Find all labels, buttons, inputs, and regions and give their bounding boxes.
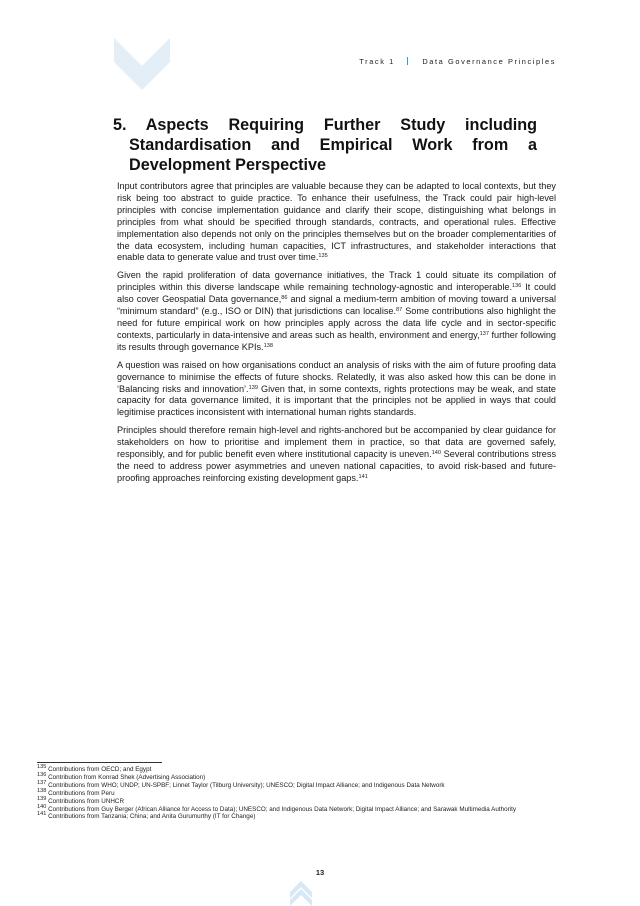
footnote-number: 139 — [37, 795, 47, 802]
heading-line-2: Standardisation and Empirical Work from a — [129, 136, 537, 154]
paragraph-4 — [117, 425, 556, 485]
footnote-ref: 137 — [479, 330, 489, 337]
footnote — [37, 771, 557, 782]
paragraph-text: and signal a medium-term ambition of moving toward a universal “minimum standard” (e.g., ISO or DIN) that jurisdictions can localise. — [117, 294, 556, 317]
footnote-ref: 138 — [263, 342, 273, 349]
paragraph-1 — [117, 181, 556, 264]
header-separator — [407, 57, 409, 65]
footnote-ref: 141 — [358, 473, 368, 480]
footnote-divider — [37, 762, 162, 763]
footnote — [37, 779, 557, 790]
page-number: 13 — [315, 868, 325, 877]
paragraph-text: Principles should therefore remain high-level and rights-anchored but be accompanied by clear guidance for stakeholders on how to prioritise and implement them in practice, so that data are governed safely, responsibly, and for public benefit even where institutional capacity is uneven. — [117, 425, 556, 460]
paragraph-text: It could also cover Geospatial Data governance, — [117, 282, 556, 305]
header-section: Data Governance Principles — [422, 57, 556, 66]
logo-chevron-icon — [112, 36, 172, 92]
paragraph-text: Given that, in some contexts, rights protections may be weak, and state capacity for data governance limited, it is important that the principles not be applied in ways that could legitimise practices inconsistent with international human rights standards. — [117, 383, 556, 418]
paragraph-text: Given the rapid proliferation of data governance initiatives, the Track 1 could situate its compilation of principles within this diverse landscape while remaining technology-agnostic and interoperable. — [117, 270, 556, 293]
footnote-number: 141 — [37, 811, 47, 818]
footnote — [37, 766, 557, 774]
footnote-ref: 140 — [431, 450, 441, 457]
footnote-ref: 136 — [512, 283, 522, 290]
footnote-text: Contributions from Peru — [46, 789, 115, 797]
footnote-number: 135 — [37, 764, 47, 770]
footnote — [37, 813, 557, 821]
running-header — [359, 57, 556, 66]
paragraph-text: Input contributors agree that principles are valuable because they can be adapted to local contexts, but they risk being too abstract to guide practice. To enhance their usefulness, the Track could pair high-level principles with concise implementation guidance and clarify their scope, distinguishing what belongs in principles from what should be specified through standards, contracts, and operational rules. Effective implementation also depends not only on the principles themselves but on the broader complementarities of the data ecosystem, including human capacities, ICT infrastructures, and stakeholder interactions that enable data to generate value and trust over time. — [117, 181, 556, 263]
footnote-number: 137 — [37, 779, 47, 786]
paragraph-text: A question was raised on how organisations conduct an analysis of risks with the aim of future proofing data governance to minimise the effects of future shocks. Relatedly, it was also asked how this can be done in ‘Balancing risks and innovation’. — [117, 359, 556, 394]
footnote-number: 138 — [37, 787, 47, 794]
footnote-ref: 139 — [248, 384, 258, 391]
footnote-text: Contributions from Guy Berger (African Alliance for Access to Data); UNESCO; and Indigenous Data Network; Digital Impact Alliance; and Sarawak Multimedia Authority — [46, 805, 517, 813]
paragraph-2 — [117, 270, 556, 353]
scroll-up-chevron-icon — [289, 880, 313, 906]
footnote-text: Contribution from Konrad Shek (Advertising Association) — [46, 773, 206, 781]
footnote-text: Contributions from Tanzania; China; and Anita Gurumurthy (IT for Change) — [46, 813, 256, 821]
footnotes — [37, 766, 557, 821]
footnote-ref: 135 — [318, 253, 328, 260]
paragraph-text: further following its results through governance KPIs. — [117, 329, 556, 352]
footnote-text: Contributions from OECD; and Egypt — [46, 766, 152, 773]
footnote — [37, 787, 557, 798]
footnote-ref: 86 — [281, 295, 288, 302]
paragraph-3 — [117, 360, 556, 420]
footnote — [37, 795, 557, 806]
header-track: Track 1 — [359, 57, 395, 66]
footnote-text: Contributions from WHO; UNDP; UN-SPBF; Linnet Taylor (Tilburg University); UNESCO; Digital Impact Alliance; and Indigenous Data Network — [46, 781, 445, 789]
footnote-number: 136 — [37, 771, 47, 778]
paragraph-text: Several contributions stress the need to address power asymmetries and uneven national capacities, to avoid risk-based and future-proofing approaches reinforcing existing development gaps. — [117, 449, 557, 483]
footnote-number: 140 — [37, 803, 47, 810]
body-text — [117, 181, 556, 491]
section-heading — [113, 115, 537, 175]
heading-line-3: Development Perspective — [129, 156, 327, 174]
footnote-text: Contributions from UNHCR — [46, 797, 125, 805]
paragraph-text: Some contributions also highlight the need for future empirical work on how principles apply across the data life cycle and in sector-specific contexts, particularly in data-intensive and areas such as health, environment and energy, — [117, 306, 556, 340]
footnote-ref: 87 — [396, 307, 403, 314]
heading-line-1: 5. Aspects Requiring Further Study including — [113, 116, 537, 134]
